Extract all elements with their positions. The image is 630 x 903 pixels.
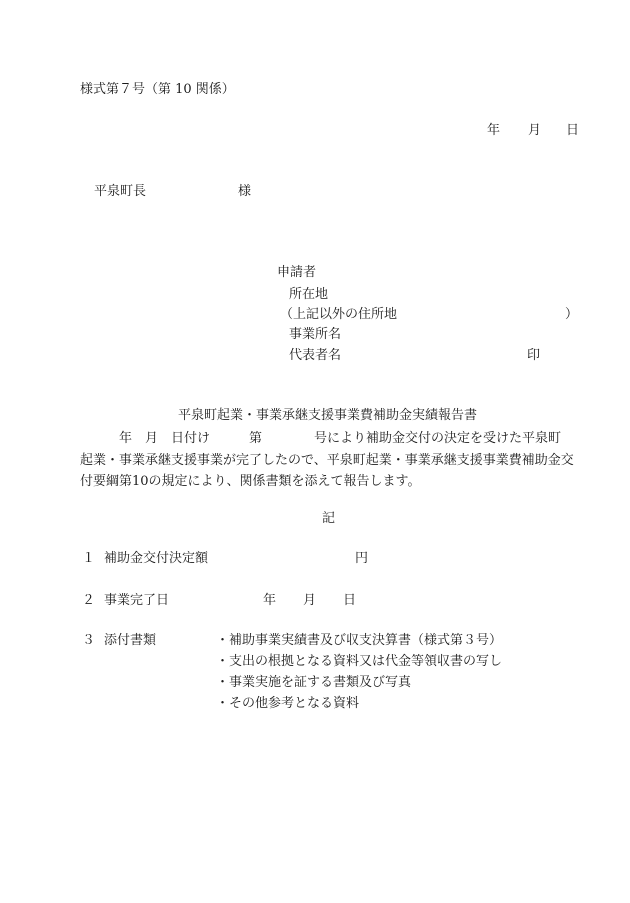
- applicant-alt-address-label: （上記以外の住所地: [280, 307, 398, 322]
- applicant-heading: 申請者: [277, 265, 317, 280]
- addressee-honorific: 様: [238, 184, 252, 199]
- date-day: 日: [566, 123, 580, 138]
- completion-year: 年: [263, 593, 277, 608]
- applicant-representative-label: 代表者名: [289, 348, 342, 363]
- form-number: 様式第７号（第 10 関係）: [80, 82, 235, 97]
- attachment-item: ・補助事業実績書及び収支決算書（様式第３号）: [216, 633, 503, 648]
- item-label: 事業完了日: [104, 593, 170, 608]
- attachment-item: ・支出の根拠となる資料又は代金等領収書の写し: [216, 654, 503, 669]
- ki-heading: 記: [322, 511, 336, 526]
- applicant-business-label: 事業所名: [289, 327, 342, 342]
- seal-mark: 印: [527, 348, 541, 363]
- body-line: 年 月 日付け 第 号により補助金交付の決定を受けた平泉町: [80, 431, 562, 446]
- item-number: ２: [82, 593, 96, 608]
- body-line: 起業・事業承継支援事業が完了したので、平泉町起業・事業承継支援事業費補助金交: [80, 452, 574, 468]
- applicant-alt-address-close: ）: [565, 307, 579, 322]
- date-month: 月: [528, 123, 542, 138]
- amount-unit: 円: [355, 551, 369, 566]
- attachment-item: ・事業実施を証する書類及び写真: [216, 675, 412, 690]
- date-year: 年: [487, 123, 501, 138]
- completion-month: 月: [303, 593, 317, 608]
- applicant-address-label: 所在地: [289, 287, 329, 302]
- body-line: 付要綱第10の規定により、関係書類を添えて報告します。: [80, 474, 421, 489]
- addressee-name: 平泉町長: [94, 184, 147, 199]
- item-number: １: [82, 551, 96, 566]
- report-title: 平泉町起業・事業承継支援事業費補助金実績報告書: [178, 408, 478, 423]
- completion-day: 日: [343, 593, 357, 608]
- item-label: 添付書類: [104, 633, 157, 648]
- item-number: ３: [82, 633, 96, 648]
- body-paragraph: [80, 428, 590, 493]
- item-label: 補助金交付決定額: [104, 551, 209, 566]
- attachment-item: ・その他参考となる資料: [216, 696, 360, 711]
